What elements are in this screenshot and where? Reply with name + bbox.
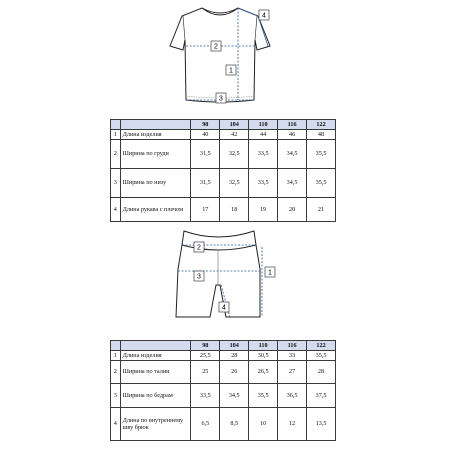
svg-text:2: 2 xyxy=(214,43,218,51)
table-row xyxy=(111,384,336,408)
table-cell: 46 xyxy=(278,130,307,140)
table-cell: 37,5 xyxy=(307,384,336,408)
table-cell: 25 xyxy=(191,361,220,384)
size-header: 104 xyxy=(220,120,249,130)
svg-text:3: 3 xyxy=(197,273,201,281)
tshirt-size-table xyxy=(110,119,336,222)
svg-text:1: 1 xyxy=(268,269,272,277)
table-cell: 28 xyxy=(307,361,336,384)
table-cell: 34,5 xyxy=(278,140,307,169)
row-label: Длина изделия xyxy=(120,351,191,361)
svg-text:4: 4 xyxy=(262,12,266,20)
table-cell: 42 xyxy=(220,130,249,140)
svg-text:3: 3 xyxy=(219,95,223,103)
size-header: 98 xyxy=(191,341,220,351)
table-cell: 44 xyxy=(249,130,278,140)
table-row xyxy=(111,198,336,222)
table-row xyxy=(111,361,336,384)
table-cell: 27 xyxy=(278,361,307,384)
tshirt-marker-4 xyxy=(259,10,269,20)
table-cell: 13,5 xyxy=(307,408,336,441)
table-cell: 26 xyxy=(220,361,249,384)
header-blank xyxy=(111,120,121,130)
table-cell: 35,5 xyxy=(307,140,336,169)
size-header: 116 xyxy=(278,341,307,351)
size-header: 104 xyxy=(220,341,249,351)
table-row xyxy=(111,169,336,198)
table-cell: 6,5 xyxy=(191,408,220,441)
header-blank xyxy=(120,120,191,130)
row-label: Ширина по груди xyxy=(120,140,191,169)
svg-text:4: 4 xyxy=(222,304,226,312)
row-label: Ширина по низу xyxy=(120,169,191,198)
table-cell: 35,5 xyxy=(307,169,336,198)
size-header: 116 xyxy=(278,120,307,130)
table-cell: 33,5 xyxy=(249,140,278,169)
table-row xyxy=(111,140,336,169)
row-number: 4 xyxy=(111,408,121,441)
table-cell: 35,5 xyxy=(249,384,278,408)
row-number: 2 xyxy=(111,140,121,169)
table-cell: 35,5 xyxy=(307,351,336,361)
table-cell: 33,5 xyxy=(191,384,220,408)
shorts-table-header xyxy=(111,341,336,351)
table-cell: 34,5 xyxy=(220,384,249,408)
table-cell: 31,5 xyxy=(191,169,220,198)
size-header: 110 xyxy=(249,120,278,130)
row-label: Длина рукава с плечом xyxy=(120,198,191,222)
table-cell: 26,5 xyxy=(249,361,278,384)
header-blank xyxy=(120,341,191,351)
size-header: 122 xyxy=(307,120,336,130)
shorts-diagram xyxy=(168,225,284,325)
table-cell: 31,5 xyxy=(191,140,220,169)
row-number: 3 xyxy=(111,384,121,408)
table-cell: 12 xyxy=(278,408,307,441)
size-header: 122 xyxy=(307,341,336,351)
svg-text:1: 1 xyxy=(229,67,233,75)
size-header: 98 xyxy=(191,120,220,130)
table-cell: 30,5 xyxy=(249,351,278,361)
table-cell: 36,5 xyxy=(278,384,307,408)
table-cell: 28 xyxy=(220,351,249,361)
table-cell: 32,5 xyxy=(220,140,249,169)
table-cell: 17 xyxy=(191,198,220,222)
row-number: 4 xyxy=(111,198,121,222)
tshirt-marker-2 xyxy=(211,41,221,51)
tshirt-table-header xyxy=(111,120,336,130)
table-row xyxy=(111,130,336,140)
row-number: 1 xyxy=(111,351,121,361)
table-cell: 32,5 xyxy=(220,169,249,198)
table-cell: 20 xyxy=(278,198,307,222)
tshirt-diagram xyxy=(160,0,280,112)
row-number: 1 xyxy=(111,130,121,140)
table-cell: 19 xyxy=(249,198,278,222)
table-cell: 48 xyxy=(307,130,336,140)
shorts-marker-4 xyxy=(219,302,229,312)
row-label: Ширина по талии xyxy=(120,361,191,384)
row-label: Ширина по бедрам xyxy=(120,384,191,408)
table-row xyxy=(111,408,336,441)
table-cell: 33 xyxy=(278,351,307,361)
tshirt-marker-3 xyxy=(216,93,226,103)
table-cell: 33,5 xyxy=(249,169,278,198)
size-header: 110 xyxy=(249,341,278,351)
table-cell: 8,5 xyxy=(220,408,249,441)
row-number: 3 xyxy=(111,169,121,198)
shorts-marker-2 xyxy=(194,242,204,252)
table-cell: 21 xyxy=(307,198,336,222)
table-cell: 34,5 xyxy=(278,169,307,198)
table-cell: 10 xyxy=(249,408,278,441)
shorts-size-table xyxy=(110,340,336,441)
row-label: Длина по внутреннему шву брюк xyxy=(120,408,191,441)
header-blank xyxy=(111,341,121,351)
row-label: Длина изделия xyxy=(120,130,191,140)
table-cell: 18 xyxy=(220,198,249,222)
shorts-marker-3 xyxy=(194,271,204,281)
row-number: 2 xyxy=(111,361,121,384)
table-row xyxy=(111,351,336,361)
shorts-marker-1 xyxy=(265,267,275,277)
table-cell: 25,5 xyxy=(191,351,220,361)
svg-text:2: 2 xyxy=(197,244,201,252)
table-cell: 40 xyxy=(191,130,220,140)
tshirt-marker-1 xyxy=(226,65,236,75)
